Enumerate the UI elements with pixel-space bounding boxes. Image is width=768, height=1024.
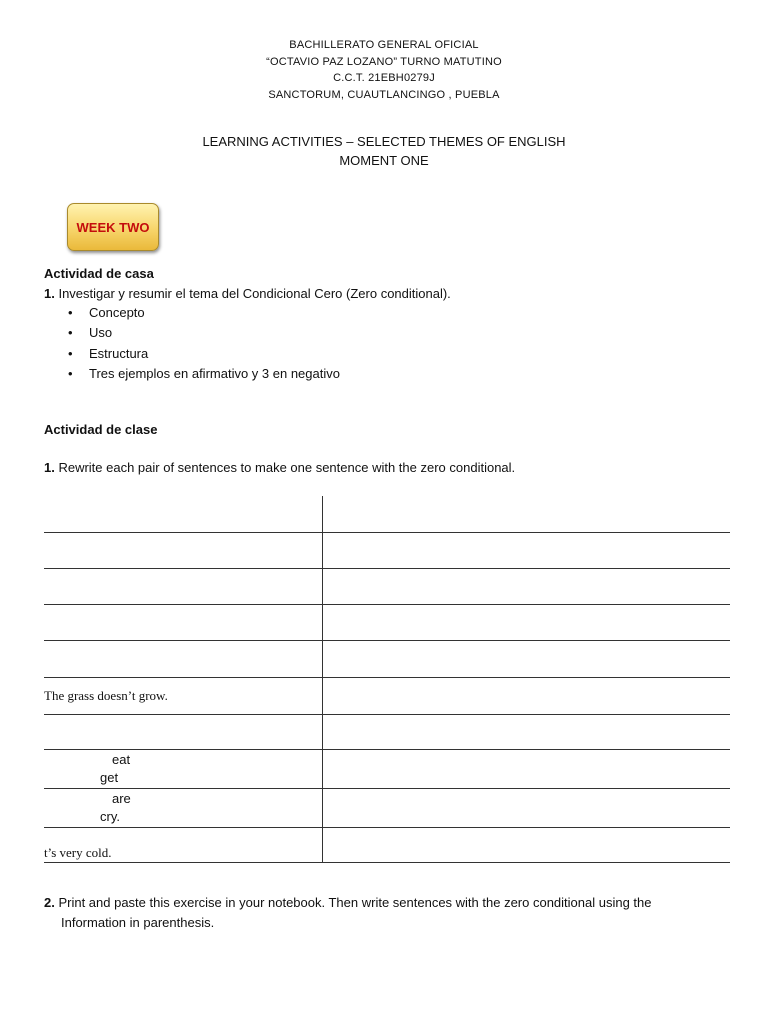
table-row bbox=[44, 532, 730, 568]
table-cell: t’s very cold. bbox=[44, 827, 323, 862]
table-row bbox=[44, 749, 730, 788]
week-badge-label: WEEK TWO bbox=[76, 219, 150, 235]
home-activity-heading: Actividad de casa bbox=[44, 266, 154, 281]
home-activity-number: 1. bbox=[44, 286, 55, 301]
header-school-subtitle: “OCTAVIO PAZ LOZANO” TURNO MATUTINO bbox=[266, 55, 502, 68]
table-row bbox=[44, 496, 730, 532]
class-activity-text: Rewrite each pair of sentences to make one sentence with the zero conditional. bbox=[54, 460, 516, 475]
table-cell bbox=[323, 568, 731, 604]
exercise-table bbox=[44, 496, 730, 863]
table-row bbox=[44, 640, 730, 677]
cell-word: are bbox=[112, 790, 131, 806]
table-cell bbox=[323, 604, 731, 640]
table-cell bbox=[323, 677, 731, 714]
table-cell bbox=[323, 640, 731, 677]
exercise-two-instructions bbox=[44, 893, 714, 932]
table-row bbox=[44, 604, 730, 640]
bullet-item: • Estructura bbox=[68, 344, 340, 364]
table-cell bbox=[44, 788, 323, 827]
table-cell bbox=[323, 714, 731, 749]
class-activity-number: 1. bbox=[44, 460, 55, 475]
table-cell bbox=[44, 604, 323, 640]
exercise-two-line-2: Information in parenthesis. bbox=[61, 914, 215, 930]
bullet-item: • Tres ejemplos en afirmativo y 3 en negativo bbox=[68, 364, 340, 384]
table-cell bbox=[323, 788, 731, 827]
bullet-item: • Concepto bbox=[68, 303, 340, 323]
exercise-two-line-1: Print and paste this exercise in your notebook. Then write sentences with the zero conditional using the bbox=[54, 895, 652, 910]
table-cell bbox=[44, 568, 323, 604]
document-title bbox=[0, 132, 768, 170]
table-cell: The grass doesn’t grow. bbox=[44, 677, 323, 714]
class-activity-item bbox=[44, 458, 515, 477]
bullet-item: • Uso bbox=[68, 323, 340, 343]
table-row bbox=[44, 714, 730, 749]
header-location: SANCTORUM, CUAUTLANCINGO , PUEBLA bbox=[268, 88, 500, 101]
table-cell bbox=[323, 496, 731, 532]
table-cell bbox=[44, 714, 323, 749]
cell-word: eat bbox=[112, 751, 131, 767]
table-row bbox=[44, 788, 730, 827]
class-activity-heading: Actividad de clase bbox=[44, 422, 158, 437]
school-header bbox=[0, 37, 768, 103]
home-activity-item bbox=[44, 284, 451, 303]
header-school-name: BACHILLERATO GENERAL OFICIAL bbox=[289, 39, 479, 51]
title-line-2: MOMENT ONE bbox=[339, 153, 429, 168]
table-cell bbox=[323, 749, 731, 788]
table-cell bbox=[323, 827, 731, 862]
home-activity-text: Investigar y resumir el tema del Condicional Cero (Zero conditional). bbox=[54, 286, 451, 301]
title-line-1: LEARNING ACTIVITIES – SELECTED THEMES OF ENGLISH bbox=[202, 134, 566, 149]
table-cell bbox=[44, 749, 323, 788]
table-cell bbox=[44, 640, 323, 677]
week-badge bbox=[67, 203, 159, 251]
table-cell bbox=[323, 532, 731, 568]
table-row bbox=[44, 827, 730, 862]
cell-word: get bbox=[100, 769, 119, 785]
table-row bbox=[44, 568, 730, 604]
table-cell bbox=[44, 532, 323, 568]
home-activity-bullets bbox=[68, 303, 340, 384]
table-cell bbox=[44, 496, 323, 532]
header-cct: C.C.T. 21EBH0279J bbox=[333, 72, 435, 84]
table-row bbox=[44, 677, 730, 714]
exercise-two-number: 2. bbox=[44, 895, 55, 910]
cell-word: cry. bbox=[100, 808, 120, 824]
